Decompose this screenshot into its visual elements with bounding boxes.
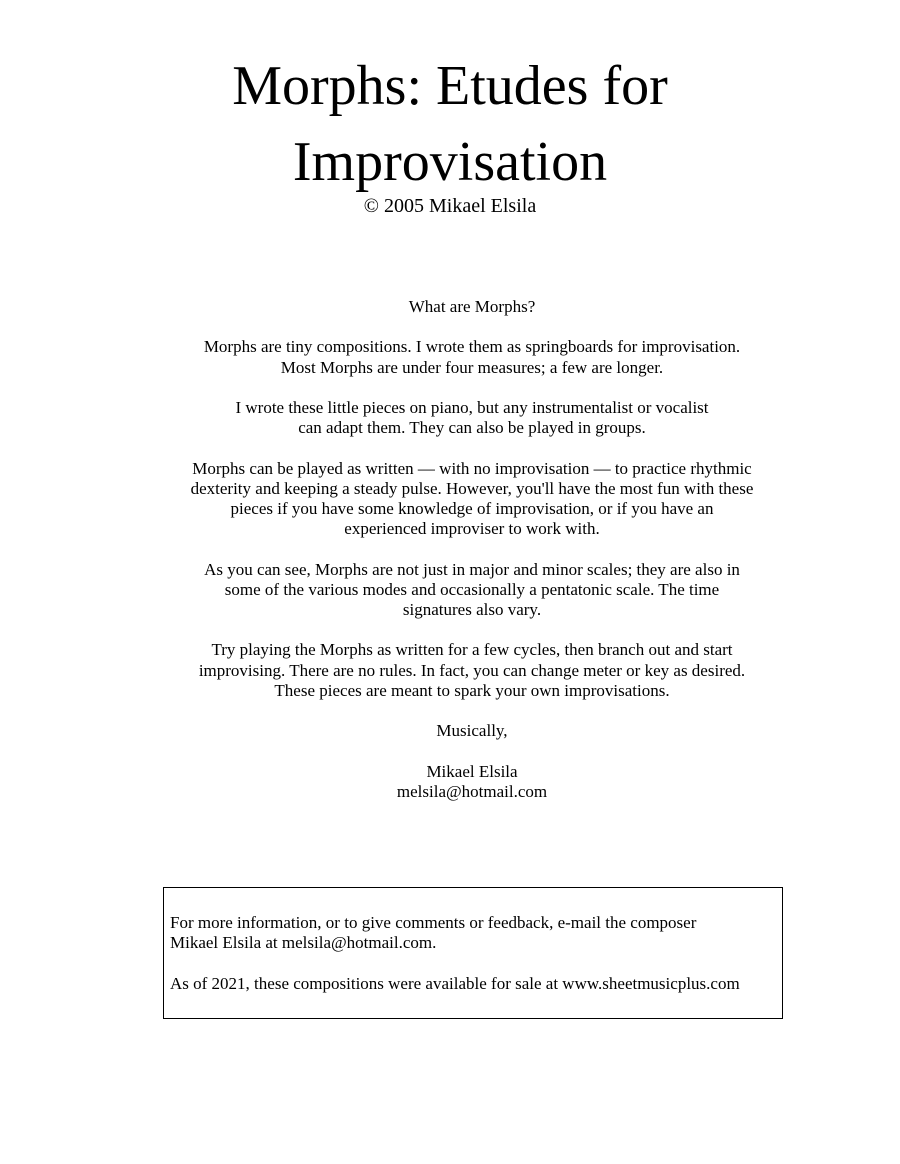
info-box [163,887,783,1019]
signature [0,762,900,802]
document-title [0,48,900,200]
intro-section [0,297,900,822]
intro-paragraph-4: As you can see, Morphs are not just in major and minor scales; they are also in some of the various modes and occasionally a pentatonic scale. The time signatures also vary. [204,559,740,619]
intro-heading: What are Morphs? [408,297,536,316]
availability-info: As of 2021, these compositions were available for sale at www.sheetmusicplus.com [170,973,740,993]
intro-paragraph-5: Try playing the Morphs as written for a few cycles, then branch out and start improvising. There are no rules. In fact, you can change meter or key as desired. These pieces are meant to spark your own improvisations. [198,640,746,700]
title-line-1: Morphs: Etudes for [232,55,668,117]
copyright-notice: © 2005 Mikael Elsila [363,195,537,217]
signature-name: Mikael Elsila [426,761,518,781]
closing-line: Musically, [436,721,508,741]
intro-paragraph-2: I wrote these little pieces on piano, but any instrumentalist or vocalist can adapt them. They can also be played in groups. [235,397,709,438]
intro-paragraph-3: Morphs can be played as written — with no improvisation — to practice rhythmic dexterity and keeping a steady pulse. However, you'll have the most fun with these pieces if you have some knowledge of improvisation, or if you have an experienced improviser to work with. [190,458,754,539]
contact-info: For more information, or to give comments or feedback, e-mail the composer Mikael Elsila at melsila@hotmail.com. [170,913,697,953]
signature-email: melsila@hotmail.com [396,781,548,801]
intro-paragraph-1: Morphs are tiny compositions. I wrote them as springboards for improvisation. Most Morphs are under four measures; a few are longer. [203,337,741,377]
info-box-content [170,913,740,1014]
title-line-2: Improvisation [292,131,608,193]
